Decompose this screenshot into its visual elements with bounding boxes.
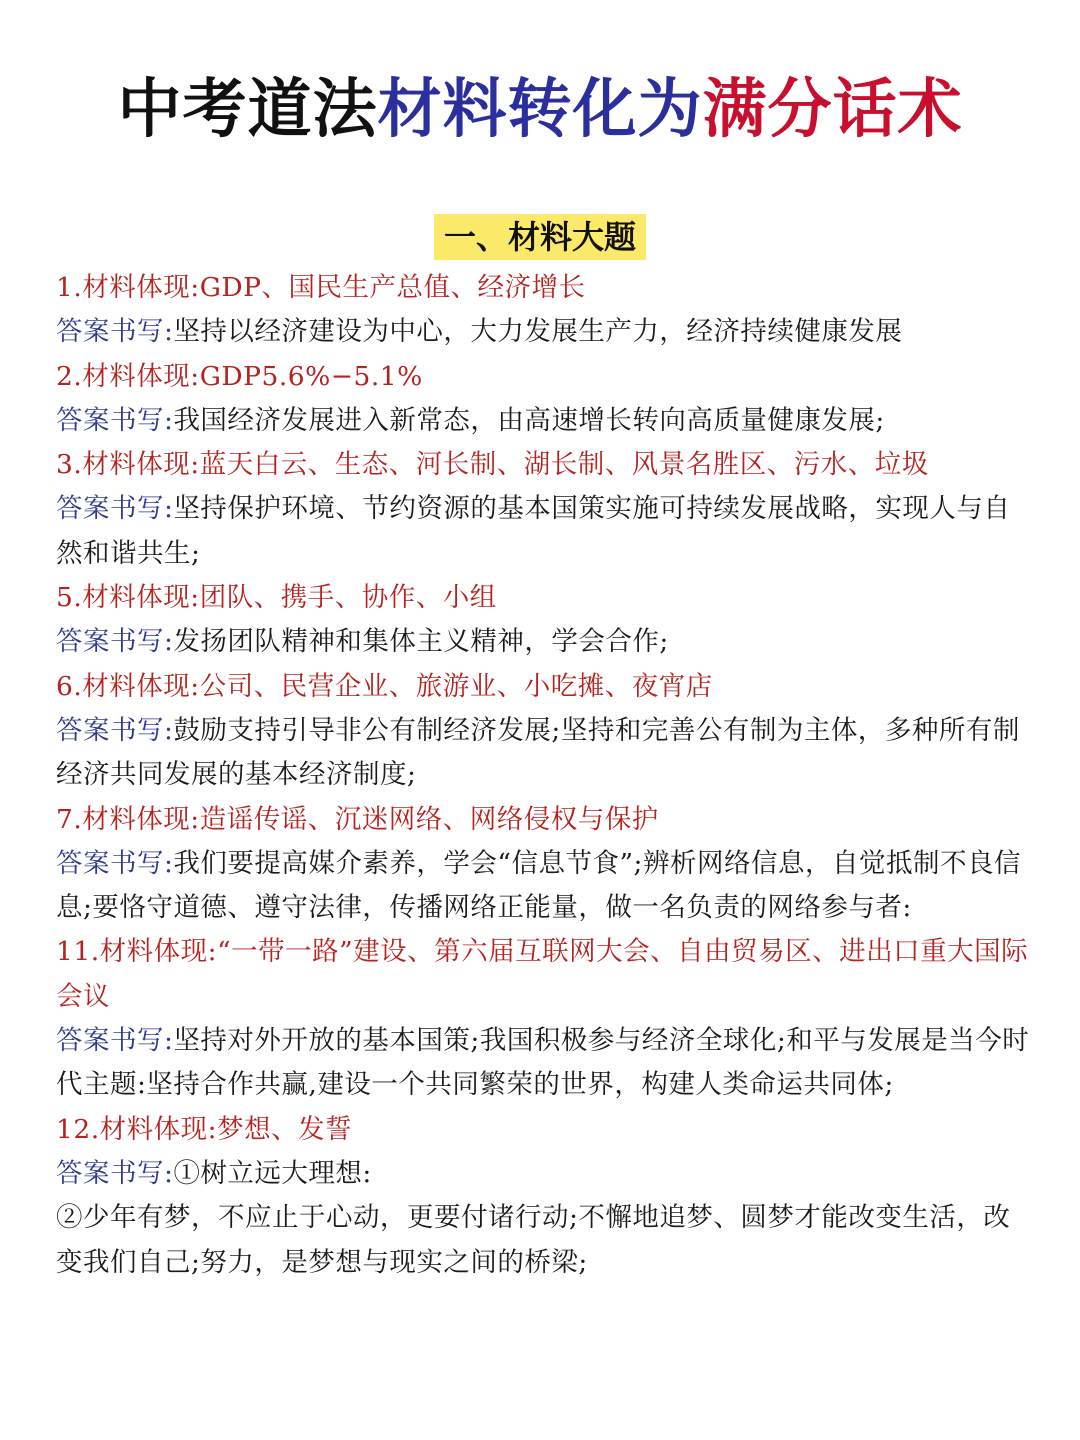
- answer-label: 答案书写:: [56, 847, 174, 879]
- answer-text: 坚持以经济建设为中心，大力发展生产力，经济持续健康发展: [173, 316, 903, 348]
- answer-text: 鼓励支持引导非公有制经济发展;坚持和完善公有制为主体，多种所有制经济共同发展的基本经济制度;: [56, 714, 1020, 791]
- material-line-6: 6.材料体现:公司、民营企业、旅游业、小吃摊、夜宵店: [56, 670, 713, 702]
- material-line-11: 11.材料体现:“一带一路”建设、第六届互联网大会、自由贸易区、进出口重大国际会议: [56, 936, 1029, 1012]
- answer-line-12-continued: ②少年有梦，不应止于心动，更要付诸行动;不懈地追梦、圆梦才能改变生活，改变我们自己;努力，是梦想与现实之间的桥梁;: [56, 1202, 1011, 1278]
- answer-line-12: [56, 1152, 1031, 1196]
- answer-line-1: [56, 310, 1031, 354]
- material-line-2: 2.材料体现:GDP5.6%−5.1%: [56, 360, 423, 392]
- answer-line-11: [56, 1019, 1031, 1108]
- answer-label: 答案书写:: [56, 404, 174, 436]
- answer-label: 答案书写:: [56, 493, 174, 525]
- answer-line-6: [56, 709, 1031, 798]
- section-heading-wrap: [0, 214, 1080, 260]
- material-line-7: 7.材料体现:造谣传谣、沉迷网络、网络侵权与保护: [56, 803, 659, 835]
- material-line-5: 5.材料体现:团队、携手、协作、小组: [56, 582, 497, 614]
- answer-label: 答案书写:: [56, 714, 174, 746]
- answer-label: 答案书写:: [56, 1025, 174, 1057]
- content-body: [56, 266, 1031, 1285]
- section-heading: 一、材料大题: [434, 214, 646, 260]
- answer-line-7: [56, 842, 1031, 931]
- answer-text: 我们要提高媒介素养，学会“信息节食”;辨析网络信息，自觉抵制不良信息;要恪守道德、遵守法律，传播网络正能量，做一名负责的网络参与者:: [56, 847, 1021, 924]
- answer-text: 我国经济发展进入新常态，由高速增长转向高质量健康发展;: [173, 404, 885, 436]
- title-part-blue: 材料转化为: [377, 73, 703, 147]
- title-part-black: 中考道法: [117, 73, 378, 147]
- answer-text: ①树立远大理想:: [173, 1157, 372, 1189]
- answer-line-3: [56, 487, 1031, 576]
- answer-label: 答案书写:: [56, 316, 174, 348]
- answer-label: 答案书写:: [56, 626, 174, 658]
- answer-text: 发扬团队精神和集体主义精神，学会合作;: [173, 626, 669, 658]
- page-title: [0, 62, 1080, 158]
- material-line-1: 1.材料体现:GDP、国民生产总值、经济增长: [56, 272, 586, 303]
- answer-line-5: [56, 620, 1031, 664]
- material-line-3: 3.材料体现:蓝天白云、生态、河长制、湖长制、风景名胜区、污水、垃圾: [56, 449, 929, 481]
- answer-label: 答案书写:: [56, 1157, 174, 1189]
- answer-text: 坚持对外开放的基本国策;我国积极参与经济全球化;和平与发展是当今时代主题:坚持合作共赢,建设一个共同繁荣的世界，构建人类命运共同体;: [56, 1025, 1030, 1101]
- answer-line-2: [56, 399, 1031, 443]
- title-part-red: 满分话术: [702, 73, 963, 147]
- answer-text: 坚持保护环境、节约资源的基本国策实施可持续发展战略，实现人与自然和谐共生;: [56, 493, 1011, 569]
- material-line-12: 12.材料体现:梦想、发誓: [56, 1113, 353, 1145]
